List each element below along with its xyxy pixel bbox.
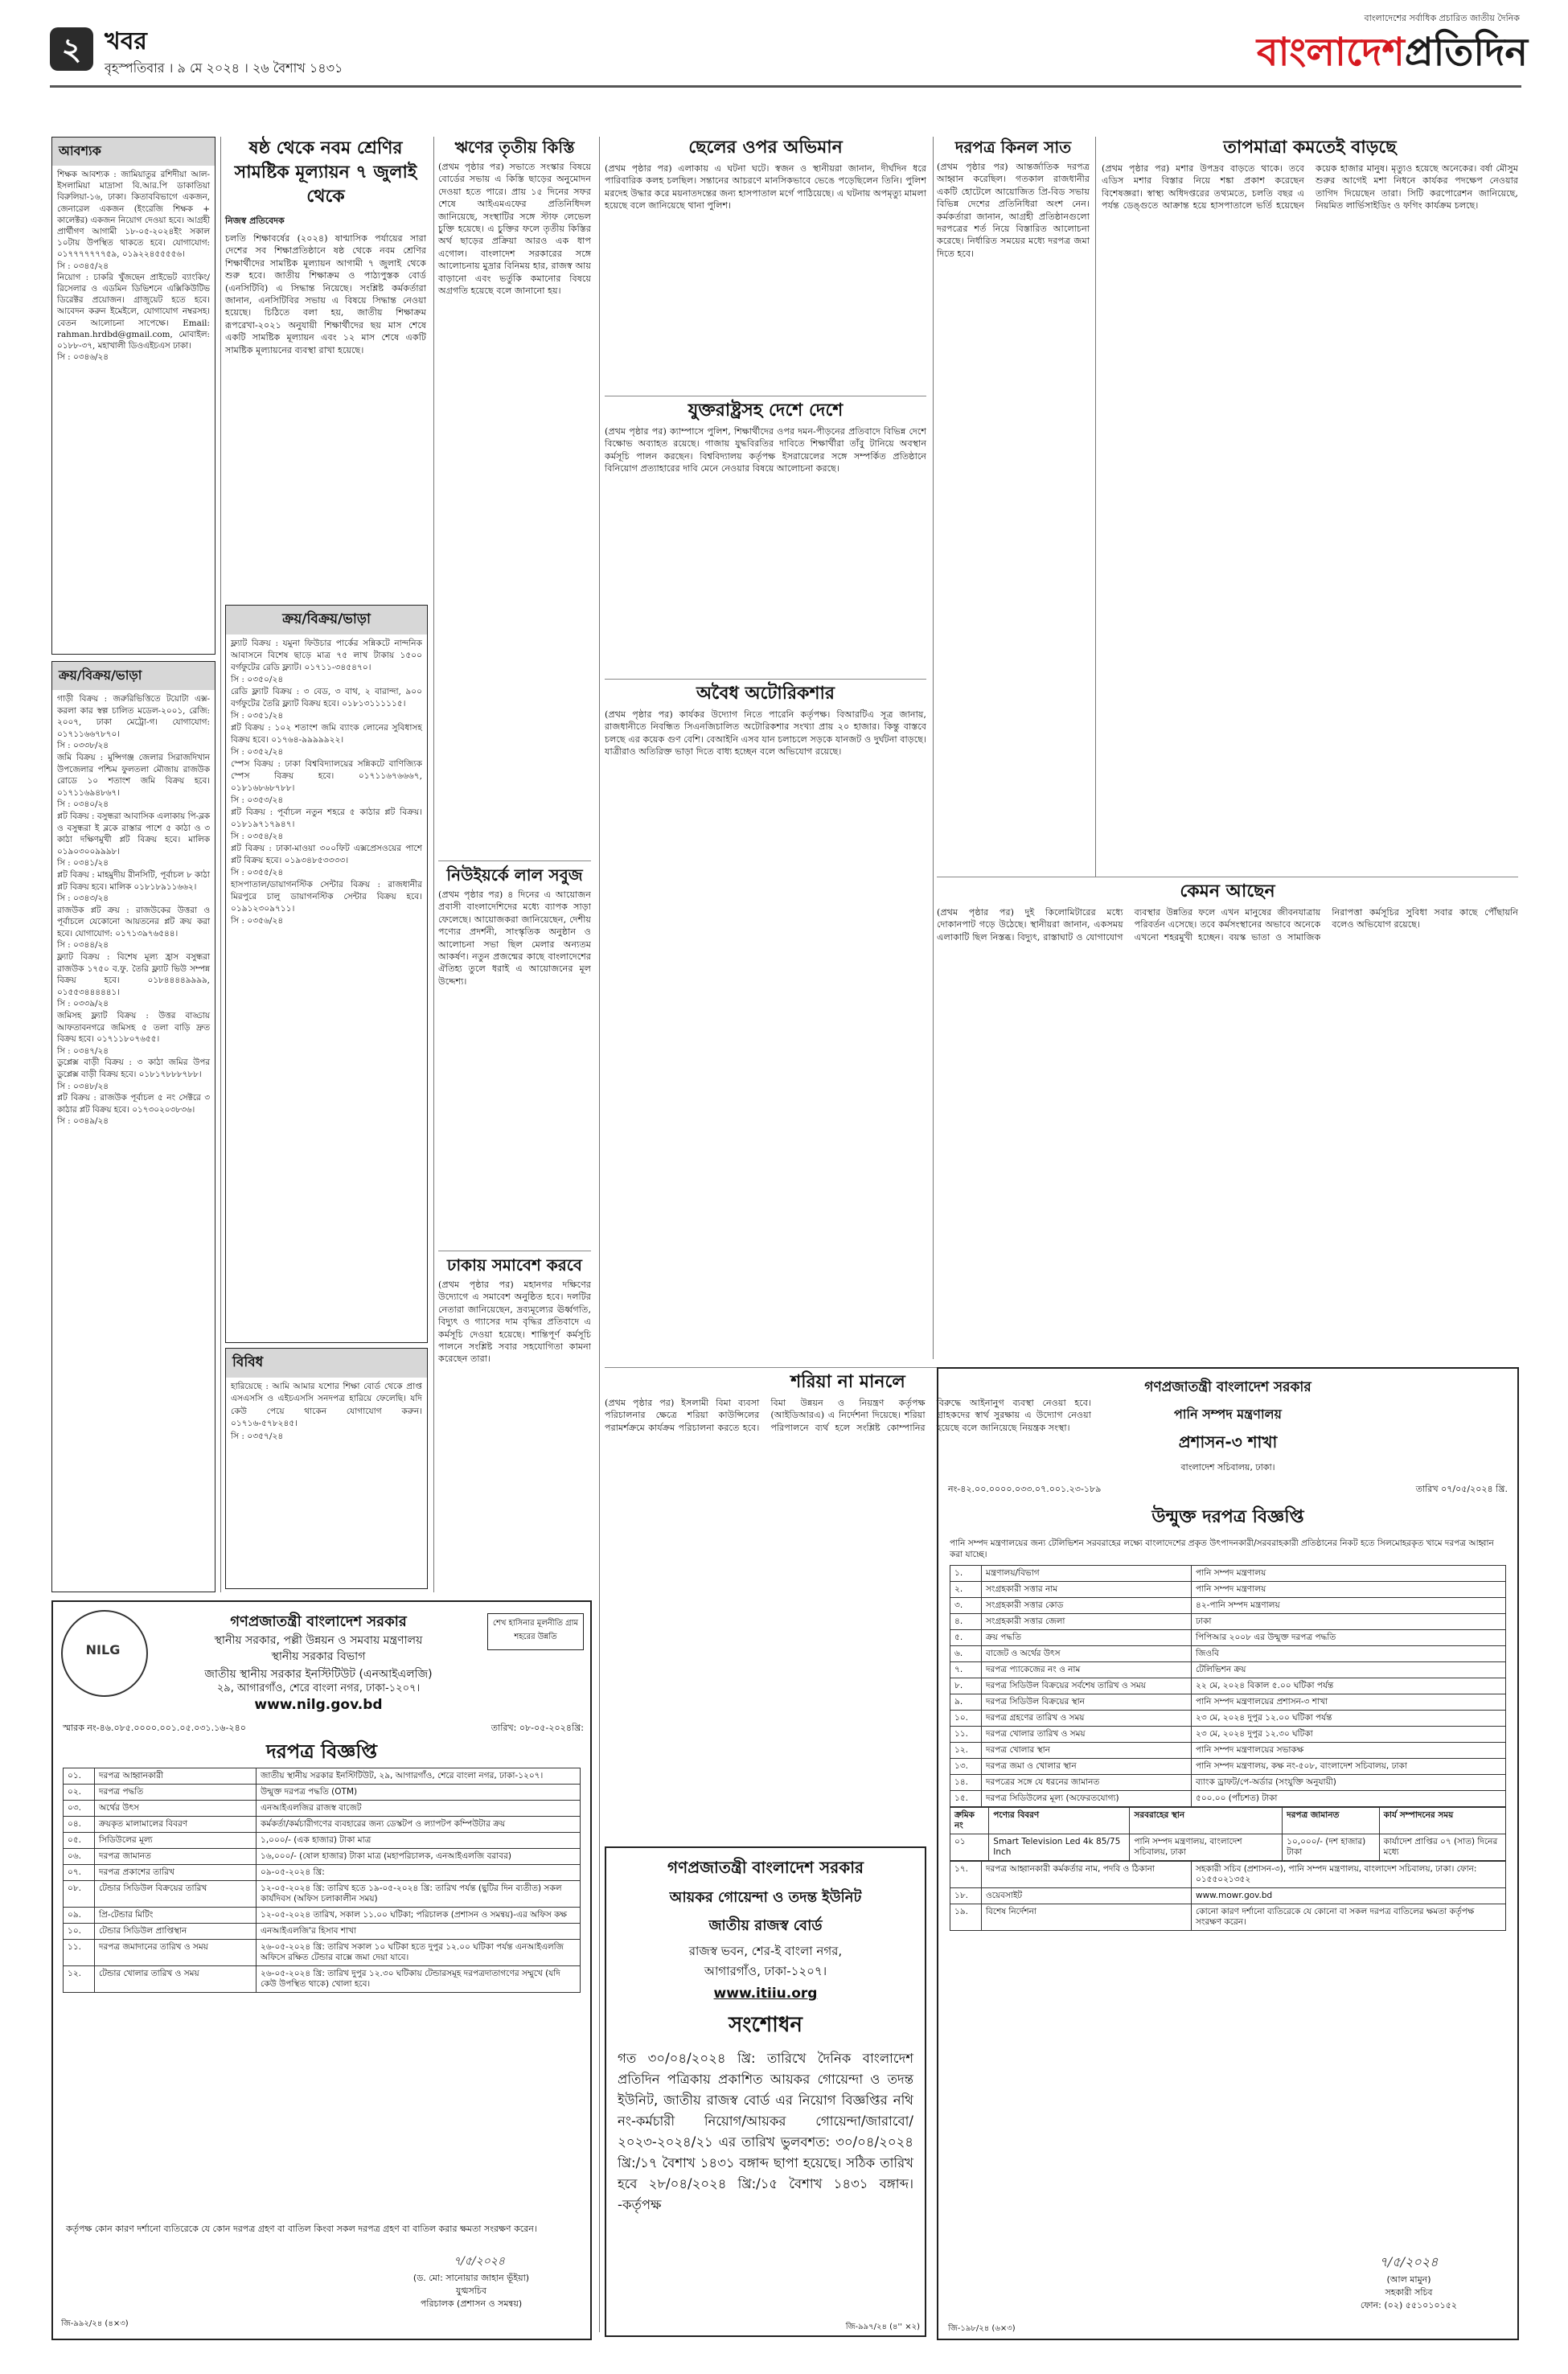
logo-part-2: প্রতিদিন: [1404, 30, 1528, 75]
table-cell: সংগ্রহকারী সত্তার জেলা: [982, 1614, 1192, 1630]
kisti-headline: ঋণের তৃতীয় কিস্তি: [454, 138, 575, 157]
table-row: [950, 1598, 1506, 1614]
table-row: [950, 1759, 1506, 1775]
temperature-headline: তাপমাত্রা কমতেই বাড়ছে: [1223, 138, 1397, 158]
tax-website[interactable]: www.itiiu.org: [713, 1986, 818, 2002]
table-cell: ১৭.: [950, 1862, 982, 1888]
table-row: [64, 1833, 581, 1849]
table-row: [64, 1908, 581, 1924]
table-cell: দরপত্র আহ্বানকারী: [95, 1768, 257, 1785]
section-name: খবর: [105, 27, 147, 55]
nilg-website[interactable]: www.nilg.gov.bd: [254, 1697, 383, 1713]
logo-part-1: বাংলাদেশ: [1256, 30, 1405, 75]
table-cell: টেন্ডার খোলার তারিখ ও সময়: [95, 1966, 257, 1993]
nilg-signatory-role: পরিচালক (প্রশাসন ও সমন্বয়): [420, 2298, 523, 2309]
table-cell: ২২ মে, ২০২৪ বিকাল ৫.০০ ঘটিকা পর্যন্ত: [1192, 1678, 1506, 1694]
nilg-signature: ৭/৫/২০২৪: [453, 2255, 505, 2268]
table-cell: ২৬-০৫-২০২৪ খ্রি: তারিখ দুপুর ১২.৩০ ঘটিকায় টেন্ডারসমূহ দরপত্রদাতাগণের সম্মুখে (যদি কেউ উপস্থিত থাকে) খোলা হবে।: [257, 1966, 581, 1993]
table-cell: টেন্ডার সিডিউল বিক্রয়ের তারিখ: [95, 1881, 257, 1908]
table-cell: ১০.: [64, 1924, 95, 1940]
table-row: [950, 1904, 1506, 1931]
tax-body: গত ৩০/০৪/২০২৪ খ্রি: তারিখে দৈনিক বাংলাদেশ প্রতিদিন পত্রিকায় প্রকাশিত আয়কর গোয়েন্দা ও তদন্ত ইউনিট, জাতীয় রাজস্ব বোর্ড এর নিয়োগ বিজ্ঞপ্তির নথি নং-কর্মচারী নিয়োগ/আয়কর গোয়েন্দা/জারাবো/২০২৩-২০২৪/২১ এর তারিখ ভুলবশত: ৩০/০৪/২০২৪ খ্রি:/১৭ বৈশাখ ১৪৩১ বঙ্গাব্দ ছাপা হয়েছে। সঠিক তারিখ হবে ২৮/০৪/২০২৪ খ্রি:/১৫ বৈশাখ ১৪৩১ বঙ্গাব্দ। -কর্তৃপক্ষ: [618, 2051, 913, 2212]
table-cell: ১৮.: [950, 1888, 982, 1904]
column-separator: [1095, 137, 1096, 877]
table-cell: পানি সম্পদ মন্ত্রণালয়, কক্ষ নং-৫০৮, বাংলাদেশ সচিবালয়, ঢাকা: [1192, 1759, 1506, 1775]
tax-ad-code: জি-৯৯৭/২৪ (৪'' ×২): [845, 2323, 920, 2331]
table-cell: মন্ত্রণালয়/বিভাগ: [982, 1566, 1192, 1582]
table-cell: ০৪.: [64, 1817, 95, 1833]
table-cell: ১২.: [64, 1966, 95, 1993]
table-cell: ১২-০৫-২০২৪ তারিখ, সকাল ১১.০০ ঘটিকা; পরিচালক (প্রশাসন ও সমন্বয়)-এর অফিস কক্ষ: [257, 1908, 581, 1924]
table-cell: ১৬,০০০/- (ষোল হাজার) টাকা মাত্র (মহাপরিচালক, এনআইএলজি বরাবর): [257, 1849, 581, 1865]
buysell-header: ক্রয়/বিক্রয়/ভাড়া: [52, 662, 215, 690]
nilg-signatory-title: যুগ্মসচিব: [456, 2286, 486, 2296]
table-row: [950, 1694, 1506, 1711]
table-cell: পানি সম্পদ মন্ত্রণালয়ের প্রশাসন-৩ শাখা: [1192, 1694, 1506, 1711]
table-cell: বাজেট ও অর্থের উৎস: [982, 1646, 1192, 1662]
table-cell: দরপত্র সিডিউল বিক্রয়ের সর্বশেষ তারিখ ও সময়: [982, 1678, 1192, 1694]
nilg-table: [63, 1768, 581, 1993]
table-cell: ১০,০০০/- (দশ হাজার) টাকা: [1283, 1834, 1380, 1861]
table-row: [950, 1743, 1506, 1759]
rally-headline: ঢাকায় সমাবেশ করবে: [447, 1255, 582, 1275]
usa-body: (প্রথম পৃষ্ঠার পর) ক্যাম্পাসে পুলিশ, শিক্ষার্থীদের ওপর দমন-পীড়নের প্রতিবাদে বিভিন্ন দেশে বিক্ষোভ অব্যাহত রয়েছে। গাজায় যুদ্ধবিরতির দাবিতে শিক্ষার্থীরা তাঁবু টানিয়ে অবস্থান কর্মসূচি পালন করছেন। বিশ্ববিদ্যালয় কর্তৃপক্ষ ইসরায়েলের সঙ্গে সম্পর্কিত প্রতিষ্ঠানে বিনিয়োগ প্রত্যাহারের দাবি মেনে নেওয়ার বিষয়ে আলোচনা করছে।: [605, 426, 930, 474]
table-cell: ৪.: [950, 1614, 982, 1630]
nilg-institute: জাতীয় স্থানীয় সরকার ইনস্টিটিউট (এনআইএলজি): [204, 1668, 433, 1681]
story-howareyou: [937, 877, 1521, 1359]
water-intro: পানি সম্পদ মন্ত্রণালয়ের জন্য টেলিভিশন সরবরাহের লক্ষ্যে বাংলাদেশের প্রকৃত উৎপাদনকারী/সরবরাহকারী প্রতিষ্ঠানের নিকট হতে সিলমোহরকৃত খামে দরপত্র আহ্বান করা যাচ্ছে।: [950, 1538, 1494, 1559]
newyork-headline: নিউইয়র্কে লাল সবুজ: [446, 865, 583, 885]
table-cell: ৪২-পানি সম্পদ মন্ত্রণালয়: [1192, 1598, 1506, 1614]
table-cell: কোনো কারণ দর্শানো ব্যতিরেকে যে কোনো বা সকল দরপত্র বাতিলের ক্ষমতা কর্তৃপক্ষ সংরক্ষণ করেন।: [1192, 1904, 1506, 1931]
nilg-note: কর্তৃপক্ষ কোন কারণ দর্শানো ব্যতিরেকে যে কোন দরপত্র গ্রহণ বা বাতিল কিংবা সকল দরপত্র গ্রহণ বা বাতিল করার ক্ষমতা সংরক্ষণ করেন।: [66, 2224, 537, 2234]
water-gov: গণপ্রজাতন্ত্রী বাংলাদেশ সরকার: [1144, 1379, 1311, 1395]
howareyou-headline: কেমন আছেন: [1180, 881, 1275, 902]
table-cell: ০৮.: [64, 1881, 95, 1908]
table-row: [64, 1940, 581, 1966]
buysell2-box: [225, 605, 428, 1343]
newspaper-logo: [1142, 24, 1528, 80]
lead-body: চলতি শিক্ষাবর্ষের (২০২৪) ষাণ্মাসিক পর্যায়ের সারা দেশের সব শিক্ষাপ্রতিষ্ঠানে ষষ্ঠ থেকে নবম শ্রেণির শিক্ষার্থীদের সামষ্টিক মূল্যায়ন আগামী ৭ জুলাই থেকে শুরু হবে। জাতীয় শিক্ষাক্রম ও পাঠ্যপুস্তক বোর্ড (এনসিটিবি) এ সিদ্ধান্ত নিয়েছে। সংশ্লিষ্ট কর্মকর্তারা জানান, এনসিটিবির সভায় এ বিষয়ে সিদ্ধান্ত নেওয়া হয়েছে। চিঠিতে বলা হয়, জাতীয় শিক্ষাক্রম রূপরেখা-২০২১ অনুযায়ী শিক্ষার্থীদের ছয় মাস শেষে একটি সামষ্টিক মূল্যায়ন এবং ১২ মাস শেষে একটি সামষ্টিক মূল্যায়নের ব্যবস্থা রাখা হয়েছে।: [225, 233, 429, 355]
table-cell: উন্মুক্ত দরপত্র পদ্ধতি (OTM): [257, 1785, 581, 1801]
nilg-ad-code: জি-৯৯২/২৪ (৪×৩): [61, 2319, 129, 2328]
nilg-date: তারিখ: ০৮-০৫-২০২৪খ্রি:: [491, 1723, 584, 1733]
page-number: ২: [61, 31, 82, 67]
table-cell: ৮.: [950, 1678, 982, 1694]
table-row: [950, 1727, 1506, 1743]
table-cell: ঢাকা: [1192, 1614, 1506, 1630]
table-header-cell: পণ্যের বিবরণ: [989, 1808, 1130, 1834]
table-cell: ৯.: [950, 1694, 982, 1711]
water-table-2: [950, 1861, 1506, 1931]
water-branch: প্রশাসন-৩ শাখা: [1178, 1432, 1278, 1452]
table-cell: ১১.: [64, 1940, 95, 1966]
water-location: বাংলাদেশ সচিবালয়, ঢাকা।: [1180, 1462, 1275, 1472]
table-cell: ৬.: [950, 1646, 982, 1662]
nilg-table-wrap: [63, 1768, 581, 2218]
table-row: [950, 1791, 1506, 1807]
table-row: [64, 1924, 581, 1940]
table-row: [950, 1662, 1506, 1678]
table-row: [950, 1888, 1506, 1904]
table-row: [950, 1614, 1506, 1630]
water-signature: ৭/৫/২০২৪: [1379, 2254, 1439, 2269]
lead-byline: নিজস্ব প্রতিবেদক: [225, 216, 285, 226]
table-cell: ২.: [950, 1582, 982, 1598]
table-cell: ০২.: [64, 1785, 95, 1801]
table-row: [64, 1865, 581, 1881]
lead-story: [225, 137, 429, 603]
table-cell: ০১.: [64, 1768, 95, 1785]
table-cell: পানি সম্পদ মন্ত্রণালয়: [1192, 1582, 1506, 1598]
masthead-rule: [50, 85, 1521, 88]
story-temperature: [1102, 137, 1521, 571]
table-cell: ০৯-০৫-২০২৪ খ্রি:: [257, 1865, 581, 1881]
story-tender: [937, 137, 1093, 873]
tax-address-1: রাজস্ব ভবন, শের-ই বাংলা নগর,: [688, 1944, 843, 1958]
table-row: [950, 1775, 1506, 1791]
table-cell: পানি সম্পদ মন্ত্রণালয়ের সভাকক্ষ: [1192, 1743, 1506, 1759]
newyork-body: (প্রথম পৃষ্ঠার পর) ৪ দিনের এ আয়োজন প্রবাসী বাংলাদেশিদের মধ্যে ব্যাপক সাড়া ফেলেছে। আয়োজকরা জানিয়েছেন, দেশীয় পণ্যের প্রদর্শনী, সাংস্কৃতিক অনুষ্ঠান ও আলোচনা সভা ছিল মেলার অন্যতম আকর্ষণ। নতুন প্রজন্মের কাছে বাংলাদেশের ঐতিহ্য তুলে ধরাই এ আয়োজনের মূল উদ্দেশ্য।: [438, 889, 594, 987]
tax-board: জাতীয় রাজস্ব বোর্ড: [708, 1917, 823, 1934]
table-cell: ১,০০০/- (এক হাজার) টাকা মাত্র: [257, 1833, 581, 1849]
tax-title: সংশোধন: [729, 2013, 802, 2037]
table-cell: দরপত্র খোলার স্থান: [982, 1743, 1192, 1759]
table-row: [950, 1630, 1506, 1646]
table-row: [950, 1646, 1506, 1662]
table-cell: পিপিআর ২০০৮ এর উন্মুক্ত দরপত্র পদ্ধতি: [1192, 1630, 1506, 1646]
autorickshaw-body: (প্রথম পৃষ্ঠার পর) কার্যকর উদ্যোগ নিতে পারেনি কর্তৃপক্ষ। বিআরটিএ সূত্র জানায়, রাজধানীতে নিবন্ধিত সিএনজিচালিত অটোরিকশার সংখ্যা প্রায় ২০ হাজার। কিন্তু বাস্তবে চলছে এর কয়েক গুণ বেশি। বেআইনি এসব যান চলাচলে সড়কে যানজট ও দুর্ঘটনা বাড়ছে। যাত্রীরাও অতিরিক্ত ভাড়া দিতে বাধ্য হচ্ছেন বলে অভিযোগ রয়েছে।: [605, 709, 930, 758]
table-row: [64, 1785, 581, 1801]
table-cell: কর্মকর্তা/কর্মচারীগণের ব্যবহারের জন্য ডেস্কটপ ও ল্যাপটপ কম্পিউটার ক্রয়: [257, 1817, 581, 1833]
story-kisti: [438, 137, 594, 860]
table-cell: দরপত্র জমাদানের তারিখ ও সময়: [95, 1940, 257, 1966]
table-header-row: [950, 1808, 1506, 1834]
table-row: [64, 1966, 581, 1993]
water-table: [950, 1565, 1506, 1807]
water-goods-table: [950, 1807, 1506, 1861]
nilg-logo: [61, 1610, 150, 1698]
water-date: তারিখ ০৭/০৫/২০২৪ খ্রি.: [1415, 1484, 1508, 1494]
tax-gov: গণপ্রজাতন্ত্রী বাংলাদেশ সরকার: [667, 1858, 864, 1877]
ad-nilg: [51, 1600, 592, 2340]
table-row: [950, 1711, 1506, 1727]
table-cell: ৭.: [950, 1662, 982, 1678]
table-cell: দরপত্র আহ্বানকারী কর্মকর্তার নাম, পদবি ও ঠিকানা: [982, 1862, 1192, 1888]
table-cell: ওয়েবসাইট: [982, 1888, 1192, 1904]
table-cell: ১.: [950, 1566, 982, 1582]
story-autorickshaw: [605, 679, 930, 1361]
table-row: [950, 1582, 1506, 1598]
table-cell: জিওবি: [1192, 1646, 1506, 1662]
table-cell: ২৩ মে, ২০২৪ দুপুর ১২.৩০ ঘটিকা: [1192, 1727, 1506, 1743]
nilg-side-box: শেখ হাসিনার মূলনীতি গ্রাম শহরের উন্নতি: [487, 1613, 584, 1650]
table-cell: কার্যাদেশ প্রাপ্তির ০৭ (সাত) দিনের মধ্যে: [1379, 1834, 1505, 1861]
table-cell: ১১.: [950, 1727, 982, 1743]
table-cell: ০৯.: [64, 1908, 95, 1924]
story-son: [605, 137, 930, 394]
dateline: বৃহস্পতিবার । ৯ মে ২০২৪ । ২৬ বৈশাখ ১৪৩১: [105, 60, 343, 76]
table-cell: ২৬-০৫-২০২৪ খ্রি: তারিখ সকাল ১০ ঘটিকা হতে দুপুর ১২.০০ ঘটিকা পর্যন্ত এনআইএলজি অফিসে রক্ষিত টেন্ডার বাক্সে জমা দেয়া যাবে।: [257, 1940, 581, 1966]
shariah-headline: শরিয়া না মানলে: [790, 1372, 905, 1392]
page-number-badge: [50, 27, 93, 71]
water-title: উন্মুক্ত দরপত্র বিজ্ঞপ্তি: [1151, 1507, 1304, 1527]
buysell2-header: ক্রয়/বিক্রয়/ভাড়া: [226, 606, 427, 635]
table-cell: দরপত্র প্রকাশের তারিখ: [95, 1865, 257, 1881]
story-rally: [438, 1251, 594, 1588]
nilg-gov: গণপ্রজাতন্ত্রী বাংলাদেশ সরকার: [230, 1613, 407, 1630]
usa-headline: যুক্তরাষ্ট্রসহ দেশে দেশে: [688, 400, 844, 421]
misc-header: বিবিধ: [226, 1349, 427, 1378]
table-cell: সংগ্রহকারী সত্তার কোড: [982, 1598, 1192, 1614]
table-header-cell: কার্য সম্পাদনের সময়: [1379, 1808, 1505, 1834]
table-cell: ০৫.: [64, 1833, 95, 1849]
classifieds-buysell-box: [51, 661, 215, 1592]
nilg-logo-label: NILG: [85, 1642, 121, 1657]
table-header-cell: দরপত্র জামানত: [1283, 1808, 1380, 1834]
table-row: [950, 1566, 1506, 1582]
story-usa: [605, 396, 930, 677]
table-row: [64, 1801, 581, 1817]
ad-tax: [605, 1846, 926, 2337]
table-cell: www.mowr.gov.bd: [1192, 1888, 1506, 1904]
table-row: [64, 1817, 581, 1833]
table-row: [950, 1834, 1506, 1861]
misc-text: হারিয়েছে : আমি আমার যশোর শিক্ষা বোর্ড থেকে প্রাপ্ত এসএসসি ও এইচএসসি সনদপত্র হারিয়ে ফেলেছি। যদি কেউ পেয়ে থাকেন যোগাযোগ করুন। ০১৭১৬-৫৭৮২৪৫। সি : ০৩৫৭/২৪: [231, 1382, 422, 1441]
table-cell: ৩.: [950, 1598, 982, 1614]
table-cell: পানি সম্পদ মন্ত্রণালয়: [1192, 1566, 1506, 1582]
table-cell: জাতীয় স্থানীয় সরকার ইনস্টিটিউট, ২৯, আগারগাঁও, শেরে বাংলা নগর, ঢাকা-১২০৭।: [257, 1768, 581, 1785]
kisti-body: (প্রথম পৃষ্ঠার পর) সভাতে সংস্কার বিষয়ে বোর্ডের সভায় এ কিস্তি ছাড়ের অনুমোদন দেওয়া হতে পারে। প্রায় ১৫ দিনের সফর শেষে আইএমএফের প্রতিনিধিদল জানিয়েছে, সংস্থাটির সঙ্গে স্টাফ লেভেল চুক্তি হয়েছে। এ চুক্তির ফলে তৃতীয় কিস্তির অর্থ ছাড়ের প্রক্রিয়া আরও এক ধাপ এগোল। বাংলাদেশ সরকারের সঙ্গে আলোচনায় মুদ্রার বিনিময় হার, রাজস্ব আয় বাড়ানো এবং ভর্তুকি কমানোর বিষয়ে অগ্রগতি হয়েছে বলে জানানো হয়।: [438, 162, 594, 297]
table-header-cell: ক্রমিক নং: [950, 1808, 989, 1834]
water-ad-code: জি-১৯৮/২৪ (৬×৩): [948, 2324, 1016, 2333]
table-row: [64, 1849, 581, 1865]
shariah-body: (প্রথম পৃষ্ঠার পর) ইসলামী বিমা ব্যবসা পরিচালনার ক্ষেত্রে শরিয়া কাউন্সিলের পরামর্শক্রমে কার্যক্রম পরিচালনা করতে হবে। বিমা উন্নয়ন ও নিয়ন্ত্রণ কর্তৃপক্ষ (আইডিআরএ) এ নির্দেশনা দিয়েছে। শরিয়া পরিপালনে ব্যর্থ হলে সংশ্লিষ্ট কোম্পানির বিরুদ্ধে আইনানুগ ব্যবস্থা নেওয়া হবে। গ্রাহকদের স্বার্থ সুরক্ষায় এ উদ্যোগ নেওয়া হয়েছে বলে জানিয়েছে নিয়ন্ত্রক সংস্থা।: [605, 1398, 1094, 1433]
table-row: [950, 1678, 1506, 1694]
lead-headline: ষষ্ঠ থেকে নবম শ্রেণির সামষ্টিক মূল্যায়ন ৭ জুলাই থেকে: [234, 138, 417, 207]
rally-body: (প্রথম পৃষ্ঠার পর) মহানগর দক্ষিণের উদ্যোগে এ সমাবেশ অনুষ্ঠিত হবে। দলটির নেতারা জানিয়েছেন, দ্রব্যমূল্যের ঊর্ধ্বগতি, বিদ্যুৎ ও গ্যাসের দাম বৃদ্ধির প্রতিবাদে এ কর্মসূচি দেওয়া হয়েছে। শান্তিপূর্ণ কর্মসূচি পালনে সংশ্লিষ্ট সবার সহযোগিতা কামনা করেছেন তারা।: [438, 1279, 594, 1365]
table-row: [950, 1862, 1506, 1888]
column-separator: [220, 137, 221, 1592]
table-cell: ১৪.: [950, 1775, 982, 1791]
autorickshaw-headline: অবৈধ অটোরিকশার: [696, 684, 835, 704]
ad-water: [937, 1367, 1519, 2340]
table-cell: ১৫.: [950, 1791, 982, 1807]
table-header-cell: সরবরাহের স্থান: [1130, 1808, 1283, 1834]
table-cell: দরপত্র গ্রহণের তারিখ ও সময়: [982, 1711, 1192, 1727]
logo-tagline: বাংলাদেশের সর্বাধিক প্রচারিত জাতীয় দৈনিক: [1364, 13, 1520, 23]
nilg-signatory-name: (ড. মো: সানোয়ার জাহান ভূঁইয়া): [413, 2273, 530, 2283]
temperature-body: (প্রথম পৃষ্ঠার পর) মশার উপদ্রব বাড়তে থাকে। তবে এডিস মশার বিস্তার নিয়ে শঙ্কা প্রকাশ করেছেন বিশেষজ্ঞরা। স্বাস্থ্য অধিদপ্তরের তথ্যমতে, চলতি বছর এ পর্যন্ত ডেঙ্গুতে আক্রান্ত হয়ে হাসপাতালে ভর্তি হয়েছেন কয়েক হাজার মানুষ। মৃত্যুও হয়েছে অনেকের। বর্ষা মৌসুম শুরুর আগেই মশা নিধনে কার্যকর পদক্ষেপ নেওয়ার তাগিদ দিয়েছেন তারা। সিটি করপোরেশন জানিয়েছে, নিয়মিত লার্ভিসাইডিং ও ফগিং কার্যক্রম চলছে।: [1102, 163, 1521, 212]
son-headline: ছেলের ওপর অভিমান: [688, 138, 843, 158]
water-memo: নং-৪২.০০.০০০০.০৩৩.০৭.০০১.২৩-১৮৯: [948, 1484, 1102, 1494]
table-cell: দরপত্র পদ্ধতি: [95, 1785, 257, 1801]
table-cell: ১০.: [950, 1711, 982, 1727]
table-cell: দরপত্র খোলার তারিখ ও সময়: [982, 1727, 1192, 1743]
table-cell: ০৩.: [64, 1801, 95, 1817]
jobs-text: শিক্ষক আবশ্যক : জামিয়াতুর রশিদীয়া আল-ইসলামিয়া মাদ্রাসা বি.আর.পি ডাকাতিয়া বিরুলিয়া-১৬, ঢাকা। কিতাববিভাগে একজন, জেনারেল একজন (ইংরেজি শিক্ষক + কালেক্টর) একজন নিয়োগ দেওয়া হবে। আগ্রহী প্রার্থীগণ আগামী ১৮-০৫-২০২৪ইং সকাল ১০টায় উপস্থিত থাকতে হবে। যোগাযোগ: ০১৭৭৭৭৭৭৭৫৯, ০১৯২২৪৫৫৫৫৬। সি : ০৩৪৫/২৪ নিয়োগ : চাকরি খুঁজছেন প্রাইভেট ব্যাংকিং/রিসেলার ও এডমিন ডিভিশনে এক্সিকিউটিভ ডিরেক্টর প্রয়োজন। গ্রাজুয়েট হতে হবে। আবেদন করুন ইমেইলে, যোগাযোগ নম্বরসহ। বেতন আলোচনা সাপেক্ষে। Email: rahman.hrdbd@gmail.com, মোবাইল: ০১৮৮-৩৭, মহাখালী ডিওএইচএস ঢাকা। সি : ০৩৪৬/২৪: [57, 170, 210, 363]
howareyou-body: (প্রথম পৃষ্ঠার পর) দুই কিলোমিটারের মধ্যে দোকানপাট গড়ে উঠেছে। স্থানীয়রা জানান, একসময় এলাকাটি ছিল নিস্তব্ধ। বিদ্যুৎ, রাস্তাঘাট ও যোগাযোগ ব্যবস্থার উন্নতির ফলে এখন মানুষের জীবনযাত্রায় পরিবর্তন এসেছে। তবে কর্মসংস্থানের অভাবে অনেকে এখনো শহরমুখী হচ্ছেন। বয়স্ক ভাতা ও সামাজিক নিরাপত্তা কর্মসূচির সুবিধা সবার কাছে পৌঁছায়নি বলেও অভিযোগ রয়েছে।: [937, 907, 1521, 943]
table-cell: এনআইএলজির রাজস্ব বাজেট: [257, 1801, 581, 1817]
tax-unit: আয়কর গোয়েন্দা ও তদন্ত ইউনিট: [669, 1889, 862, 1906]
column-separator: [933, 137, 934, 1359]
nilg-division: স্থানীয় সরকার বিভাগ: [271, 1650, 366, 1663]
tender-headline: দরপত্র কিনল সাত: [954, 138, 1072, 157]
nilg-title: দরপত্র বিজ্ঞপ্তি: [266, 1740, 377, 1763]
table-cell: ১৯.: [950, 1904, 982, 1931]
water-signatory-phone: ফোন: (০২) ৫৫১০১০১৫২: [1360, 2300, 1458, 2310]
table-cell: ক্রয় পদ্ধতি: [982, 1630, 1192, 1646]
table-cell: বিশেষ নির্দেশনা: [982, 1904, 1192, 1931]
table-cell: সিডিউলের মূল্য: [95, 1833, 257, 1849]
buysell-text: গাড়ী বিক্রয় : জরুরিভিত্তিতে টয়োটা এক্স-করলা কার স্বল্প চালিত মডেল-২০০১, রেজি: ২০০৭, ঢাকা মেট্রো-গ। যোগাযোগ: ০১৭১১৬৬৭৮৭০। সি : ০৩৩৮/২৪ জমি বিক্রয় : মুন্সিগঞ্জ জেলার সিরাজদিখান উপজেলার পশ্চিম ফুলতলা মৌজায় রাজউক রোডে ১০ শতাংশ জমি বিক্রয় হবে। ০১৭১১৬৯৪৮৬৭। সি : ০৩৪০/২৪ প্লট বিক্রয় : বসুন্ধরা আবাসিক এলাকায় পি-ব্লক ও বসুন্ধরা ই ব্লকে রাস্তার পাশে ৫ কাঠা ও ৩ কাঠা দক্ষিণমুখী প্লট বিক্রয় হবে। মালিক ০১৯০৩০০৯৯৯৮। সি : ০৩৪১/২৪ প্লট বিক্রয় : মাহমুদীয় রীনসিটি, পূর্বাচল ৮ কাঠা প্লট বিক্রয় হবে। মালিক ০১৮১৮৯১১৬৬২। সি : ০৩৪৩/২৪ রাজউক প্লট ক্রয় : রাজউকের উত্তরা ও পূর্বাচলে যেকোনো আয়তনের প্লট ক্রয় করা হবে। যোগাযোগ: ০১৭১৩৯৭৬৫৪৪। সি : ০৩৪৪/২৪ ফ্ল্যাট বিক্রয় : বিশেষ মূল্য হ্রাস বসুন্ধরা রাজউক ১৭৫০ ব.ফু. তৈরি ফ্ল্যাট ভিউ সম্পন্ন বিক্রয় হবে। ০১৮৪৪৪৪৯৯৯৯, ০১৫৫৩৪৪৪৪৪১। সি : ০৩৩৯/২৪ জমিসহ ফ্ল্যাট বিক্রয় : উত্তর বাড্ডায় আফতাবনগরে জমিসহ ৫ তলা বাড়ি দ্রুত বিক্রয় হবে। ০১৭১১৮০৭৬৫৫। সি : ০৩৪৭/২৪ ডুপ্লেক্স বাড়ী বিক্রয় : ৩ কাঠা জমির উপর ডুপ্লেক্স বাড়ী বিক্রয় হবে। ০১৮১৭৮৮৮৭৮৮। সি : ০৩৪৮/২৪ প্লট বিক্রয় : রাজউক পূর্বাচল ৫ নং সেক্টরে ৩ কাঠার প্লট বিক্রয় হবে। ০১৭৩০২০৩৮৩৬। সি : ০৩৪৯/২৪: [57, 694, 210, 1127]
table-cell: ০৬.: [64, 1849, 95, 1865]
water-signatory-name: (আল মামুন): [1386, 2274, 1431, 2285]
table-cell: ০৭.: [64, 1865, 95, 1881]
table-cell: দরপত্র সিডিউল বিক্রয়ের স্থান: [982, 1694, 1192, 1711]
water-signatory-title: সহকারী সচিব: [1385, 2287, 1433, 2298]
table-cell: টেন্ডার সিডিউল প্রাপ্তিস্থান: [95, 1924, 257, 1940]
table-cell: সহকারী সচিব (প্রশাসন-৩), পানি সম্পদ মন্ত্রণালয়, বাংলাদেশ সচিবালয়, ঢাকা। ফোন: ০১৫৫০২১৩৫২: [1192, 1862, 1506, 1888]
table-row: [64, 1881, 581, 1908]
masthead: [0, 0, 1568, 97]
table-cell: টেলিভিশন ক্রয়: [1192, 1662, 1506, 1678]
table-cell: ১৩.: [950, 1759, 982, 1775]
column-separator: [433, 137, 434, 1592]
classifieds-jobs-box: [51, 137, 215, 655]
story-newyork: [438, 860, 594, 1242]
table-cell: দরপত্র প্যাকেজের নং ও নাম: [982, 1662, 1192, 1678]
buysell2-text: ফ্ল্যাট বিক্রয় : যমুনা ফিউচার পার্কের সন্নিকটে নান্দনিক আবাসনে বিশেষ ছাড়ে মাত্র ৭৫ লাখ টাকায় ১৫০০ বর্গফুটের রেডি ফ্ল্যাট। ০১৭১১-৩৪৫৪৭০। সি : ০৩৫০/২৪ রেডি ফ্ল্যাট বিক্রয় : ৩ বেড, ৩ বাথ, ২ বারান্দা, ৯০০ বর্গফুটের তৈরি ফ্ল্যাট বিক্রয় হবে। ০১৮১৩১১১১১৫। সি : ০৩৫১/২৪ প্লট বিক্রয় : ১০২ শতাংশ জমি ব্যাংক লোনের সুবিধাসহ বিক্রয় হবে। ০১৭৬৪-৯৯৯৯৯২২। সি : ০৩৫২/২৪ স্পেস বিক্রয় : ঢাকা বিশ্ববিদ্যালয়ের সন্নিকটে বাণিজ্যিক স্পেস বিক্রয় হবে। ০১৭১১৬৭৬৬৬৭, ০১৮১৬৮৬৮৭৮৮। সি : ০৩৫৩/২৪ প্লট বিক্রয় : পূর্বাচল নতুন শহরে ৫ কাঠার প্লট বিক্রয়। ০১৮১৯৭১৭৯৪৭। সি : ০৩৫৪/২৪ প্লট বিক্রয় : ঢাকা-মাওয়া ৩০০ফিট এক্সপ্রেসওয়ের পাশে প্লট বিক্রয় হবে। ০১৯৩৪৮৫৩৩৩৩। সি : ০৩৫৫/২৪ হাসপাতাল/ডায়াগনস্টিক সেন্টার বিক্রয় : রাজধানীর মিরপুরে চালু ডায়াগনস্টিক সেন্টার বিক্রয় হবে। ০১৯১২৩০৯৭১১। সি : ০৩৫৬/২৪: [231, 639, 422, 926]
table-cell: ক্রয়কৃত মালামালের বিবরণ: [95, 1817, 257, 1833]
table-cell: ২৩ মে, ২০২৪ দুপুর ১২.০০ ঘটিকা পর্যন্ত: [1192, 1711, 1506, 1727]
table-cell: দরপত্রের সঙ্গে যে ধরনের জামানত: [982, 1775, 1192, 1791]
tender-body: (প্রথম পৃষ্ঠার পর) আন্তর্জাতিক দরপত্র আহ্বান করেছিল। গতকাল রাজধানীর একটি হোটেলে আয়োজিত প্রি-বিড সভায় বিভিন্ন দেশের প্রতিনিধিরা অংশ নেন। কর্মকর্তারা জানান, আগ্রহী প্রতিষ্ঠানগুলো দরপত্রের শর্ত নিয়ে বিস্তারিত আলোচনা করেছে। নির্ধারিত সময়ের মধ্যে দরপত্র জমা দিতে হবে।: [937, 162, 1093, 259]
table-cell: দরপত্র জামানত: [95, 1849, 257, 1865]
table-cell: এনআইএলজি'র হিসাব শাখা: [257, 1924, 581, 1940]
table-cell: সংগ্রহকারী সত্তার নাম: [982, 1582, 1192, 1598]
jobs-header: আবশ্যক: [52, 138, 215, 166]
table-row: [64, 1768, 581, 1785]
tax-address-2: আগারগাঁও, ঢাকা-১২০৭।: [704, 1964, 827, 1978]
column-separator: [599, 137, 600, 2332]
table-cell: প্রি-টেন্ডার মিটিং: [95, 1908, 257, 1924]
table-cell: ১২-০৫-২০২৪ খ্রি: তারিখ হতে ১৯-০৫-২০২৪ খ্রি: তারিখ পর্যন্ত (ছুটির দিন ব্যতীত) সকল কার্যদিবস (অফিস চলাকালীন সময়): [257, 1881, 581, 1908]
table-cell: ব্যাংক ড্রাফট/পে-অর্ডার (সংযুক্তি অনুযায়ী): [1192, 1775, 1506, 1791]
table-cell: ৫.: [950, 1630, 982, 1646]
table-cell: অর্থের উৎস: [95, 1801, 257, 1817]
misc-box: [225, 1348, 428, 1589]
water-ministry: পানি সম্পদ মন্ত্রণালয়: [1174, 1407, 1282, 1422]
table-cell: দরপত্র জমা ও খোলার স্থান: [982, 1759, 1192, 1775]
nilg-ministry: স্থানীয় সরকার, পল্লী উন্নয়ন ও সমবায় মন্ত্রণালয়: [214, 1634, 423, 1647]
table-cell: ০১: [950, 1834, 989, 1861]
nilg-memo: স্মারক নং-৪৬.০৮৫.০০০০.০০১.০৫.০৩১.১৬-২৪০: [63, 1723, 246, 1733]
table-cell: ৫০০.০০ (পাঁচশত) টাকা: [1192, 1791, 1506, 1807]
table-cell: ১২.: [950, 1743, 982, 1759]
table-cell: দরপত্র সিডিউলের মূল্য (অফেরতযোগ্য): [982, 1791, 1192, 1807]
table-cell: Smart Television Led 4k 85/75 Inch: [989, 1834, 1130, 1861]
nilg-address: ২৯, আগারগাঁও, শেরে বাংলা নগর, ঢাকা-১২০৭।: [216, 1682, 421, 1694]
son-body: (প্রথম পৃষ্ঠার পর) এলাকায় এ ঘটনা ঘটে। স্বজন ও স্থানীয়রা জানান, দীর্ঘদিন ধরে পারিবারিক কলহ চলছিল। সন্তানের আচরণে মানসিকভাবে ভেঙে পড়েছিলেন তিনি। পুলিশ মরদেহ উদ্ধার করে ময়নাতদন্তের জন্য হাসপাতাল মর্গে পাঠিয়েছে। এ ঘটনায় অপমৃত্যু মামলা হয়েছে বলে জানিয়েছে থানা পুলিশ।: [605, 163, 930, 212]
table-cell: পানি সম্পদ মন্ত্রণালয়, বাংলাদেশ সচিবালয়, ঢাকা: [1130, 1834, 1283, 1861]
